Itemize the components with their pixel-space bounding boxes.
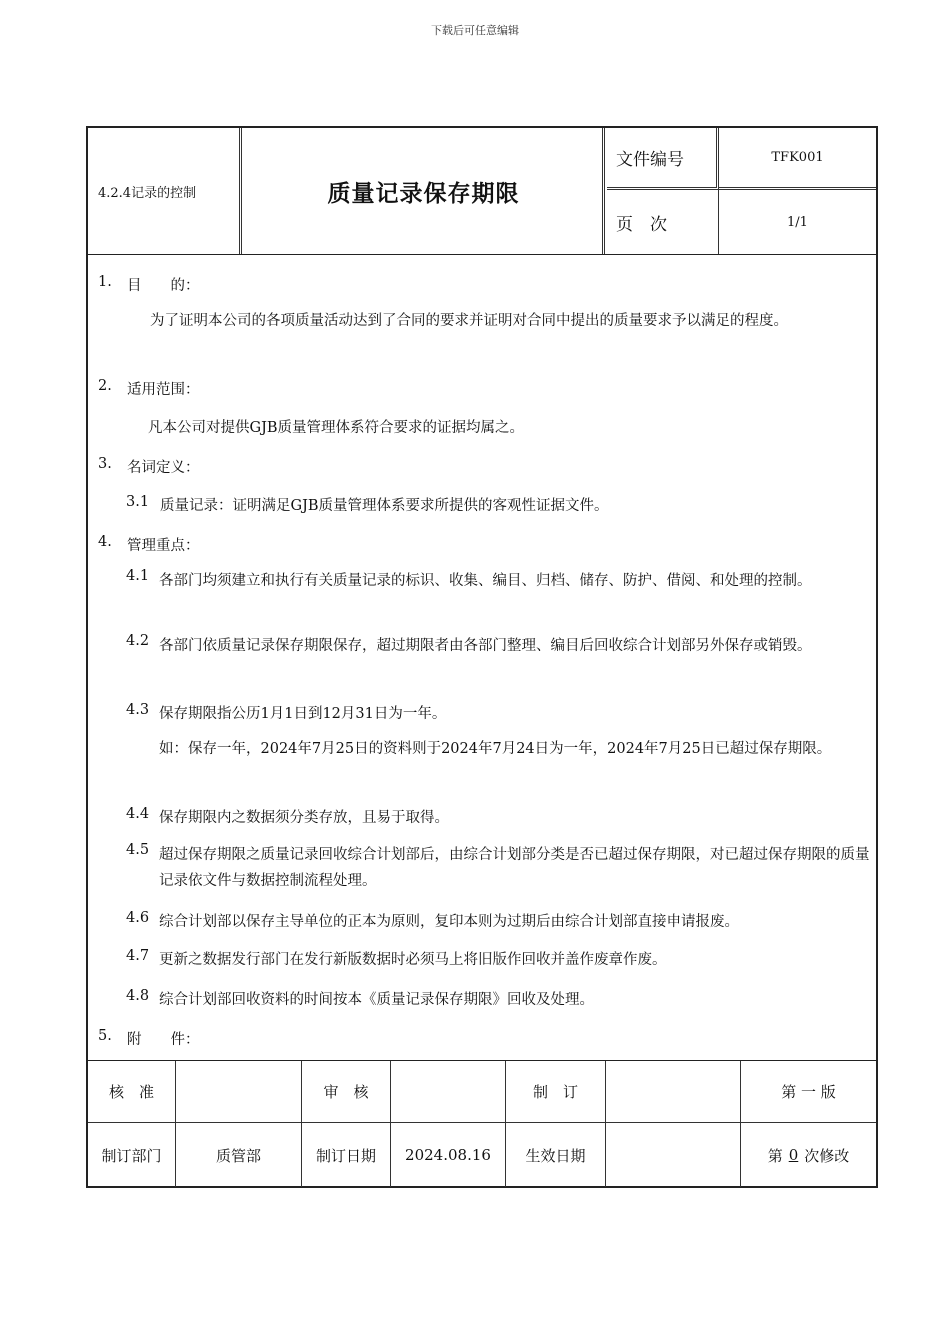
item-4-2-number: 4.2 bbox=[126, 633, 150, 649]
item-4-2-text: 各部门依质量记录保存期限保存，超过期限者由各部门整理、编目后回收综合计划部另外保存或销毁。 bbox=[159, 638, 812, 654]
item-4-4-number: 4.4 bbox=[126, 806, 150, 822]
section-1-number: 1. bbox=[98, 274, 112, 290]
section-3-title: 名词定义： bbox=[127, 460, 200, 476]
section-5-number: 5. bbox=[98, 1028, 112, 1044]
item-3-1-text: 质量记录：证明满足GJB质量管理体系要求所提供的客观性证据文件。 bbox=[160, 498, 609, 514]
section-2-title: 适用范围： bbox=[127, 382, 200, 398]
revision-prefix: 第 bbox=[767, 1146, 783, 1165]
section-1-title: 目 的： bbox=[127, 278, 200, 294]
review-value bbox=[391, 1061, 506, 1123]
item-4-3-text: 保存期限指公历1月1日到12月31日为一年。 bbox=[159, 706, 447, 722]
section-4-title: 管理重点： bbox=[127, 538, 200, 554]
revision bbox=[741, 1123, 876, 1187]
page-label: 页 次 bbox=[607, 190, 719, 254]
item-4-7-text: 更新之数据发行部门在发行新版数据时必须马上将旧版作回收并盖作废章作废。 bbox=[159, 952, 667, 968]
date-label: 制订日期 bbox=[302, 1123, 391, 1187]
section-2-number: 2. bbox=[98, 378, 112, 394]
dept-value: 质管部 bbox=[176, 1123, 302, 1187]
date-value: 2024.08.16 bbox=[391, 1123, 506, 1187]
doc-header bbox=[88, 128, 876, 255]
approval-table bbox=[88, 1060, 876, 1187]
revision-suffix: 次修改 bbox=[804, 1146, 850, 1165]
doc-title: 质量记录保存期限 bbox=[245, 128, 605, 254]
edition: 第 一 版 bbox=[741, 1061, 876, 1123]
section-4-number: 4. bbox=[98, 534, 112, 550]
draft-label: 制 订 bbox=[506, 1061, 606, 1123]
item-3-1-number: 3.1 bbox=[126, 494, 150, 510]
dept-label: 制订部门 bbox=[88, 1123, 176, 1187]
item-4-5-number: 4.5 bbox=[126, 842, 150, 858]
item-4-1-text: 各部门均须建立和执行有关质量记录的标识、收集、编目、归档、储存、防护、借阅、和处理的控制。 bbox=[159, 573, 812, 589]
doc-body bbox=[88, 254, 876, 1060]
item-4-8-text: 综合计划部回收资料的时间按本《质量记录保存期限》回收及处理。 bbox=[159, 992, 594, 1008]
item-4-8-number: 4.8 bbox=[126, 988, 150, 1004]
item-4-4-text: 保存期限内之数据须分类存放，且易于取得。 bbox=[159, 810, 449, 826]
revision-number: 0 bbox=[788, 1146, 799, 1164]
section-ref: 4.2.4记录的控制 bbox=[88, 128, 242, 254]
section-5-title: 附 件： bbox=[127, 1032, 200, 1048]
draft-value bbox=[606, 1061, 741, 1123]
item-4-3-example: 如：保存一年，2024年7月25日的资料则于2024年7月24日为一年，2024年7月25日已超过保存期限。 bbox=[159, 741, 832, 757]
item-4-3-number: 4.3 bbox=[126, 702, 150, 718]
section-2-text: 凡本公司对提供GJB质量管理体系符合要求的证据均属之。 bbox=[148, 420, 525, 436]
section-1-text: 为了证明本公司的各项质量活动达到了合同的要求并证明对合同中提出的质量要求予以满足的程度。 bbox=[150, 313, 788, 329]
item-4-6-text: 综合计划部以保存主导单位的正本为原则，复印本则为过期后由综合计划部直接申请报废。 bbox=[159, 914, 739, 930]
item-4-5-text: 超过保存期限之质量记录回收综合计划部后，由综合计划部分类是否已超过保存期限，对已超过保存期限的质量记录依文件与数据控制流程处理。 bbox=[159, 847, 870, 889]
item-4-1-number: 4.1 bbox=[126, 568, 150, 584]
doc-number-label: 文件编号 bbox=[607, 128, 719, 190]
review-label: 审 核 bbox=[302, 1061, 391, 1123]
page-value: 1/1 bbox=[787, 214, 808, 230]
item-4-6-number: 4.6 bbox=[126, 910, 150, 926]
doc-number-value: TFK001 bbox=[719, 128, 876, 190]
effective-value bbox=[606, 1123, 741, 1187]
approve-value bbox=[176, 1061, 302, 1123]
approve-label: 核 准 bbox=[88, 1061, 176, 1123]
item-4-7-number: 4.7 bbox=[126, 948, 150, 964]
document-form bbox=[86, 126, 878, 1188]
section-3-number: 3. bbox=[98, 456, 112, 472]
effective-label: 生效日期 bbox=[506, 1123, 606, 1187]
page-note: 下载后可任意编辑 bbox=[431, 24, 519, 37]
